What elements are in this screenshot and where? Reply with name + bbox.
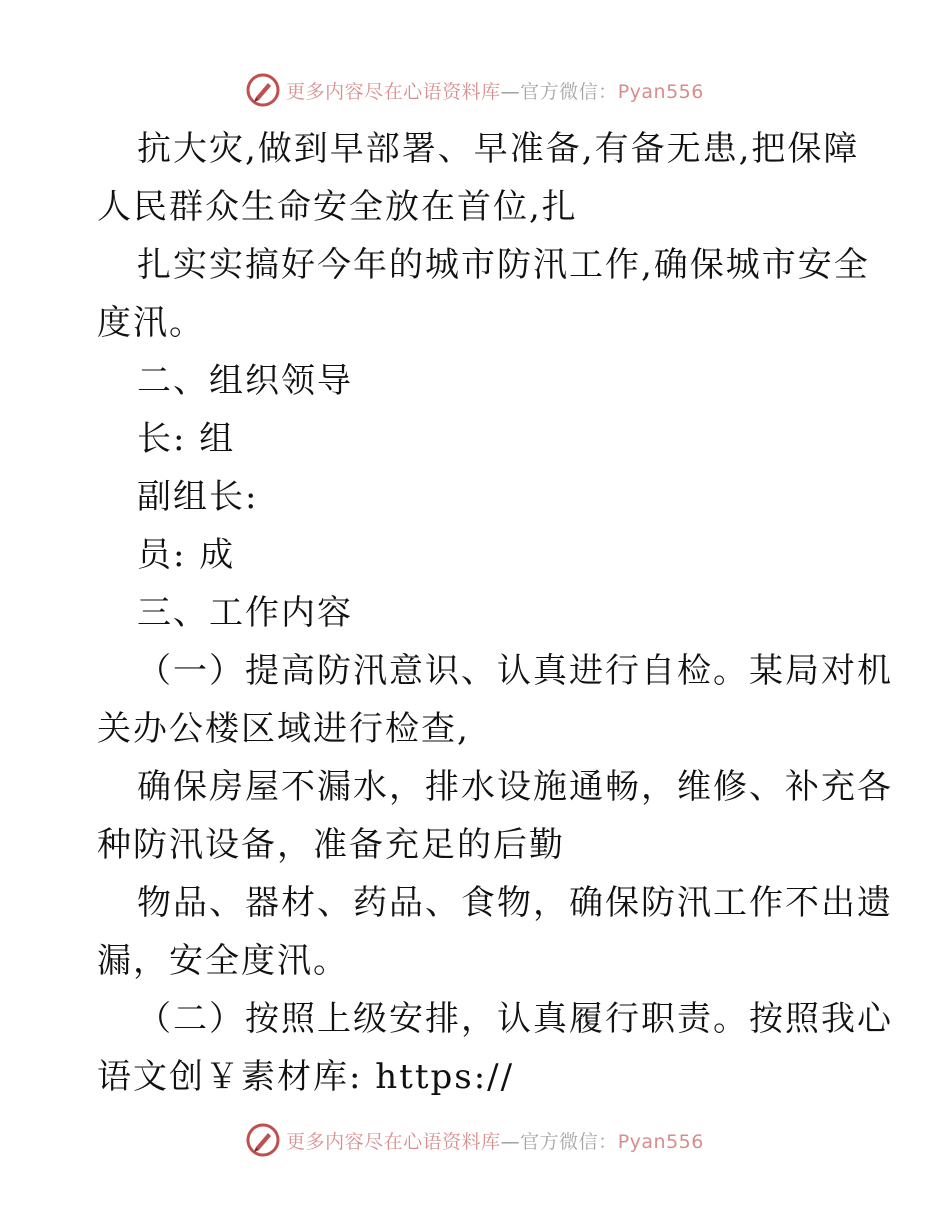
text-line-15: 漏，安全度汛。 <box>97 941 349 981</box>
role-leader: 长: 组 <box>137 419 236 459</box>
section-heading-organization: 二、组织领导 <box>137 361 353 401</box>
text-line-11: 关办公楼区域进行检查, <box>97 709 470 749</box>
section-heading-work-content: 三、工作内容 <box>137 593 353 633</box>
text-line-14: 物品、器材、药品、食物，确保防汛工作不出遗 <box>137 883 893 923</box>
text-line-1: 抗大灾,做到早部署、早准备,有备无患,把保障 <box>137 129 860 169</box>
text-line-10: （一）提高防汛意识、认真进行自检。某局对机 <box>137 651 893 691</box>
document-body <box>97 120 893 1106</box>
footer-watermark <box>0 1120 950 1160</box>
header-watermark <box>0 70 950 110</box>
watermark-id: Pyan556 <box>617 80 704 103</box>
pen-logo-icon <box>246 73 280 107</box>
watermark-text <box>286 1127 704 1154</box>
text-line-16: （二）按照上级安排，认真履行职责。按照我心 <box>137 999 893 1039</box>
role-deputy-leader: 副组长: <box>137 477 259 517</box>
text-line-13: 种防汛设备，准备充足的后勤 <box>97 825 565 865</box>
watermark-label: 官方微信： <box>520 1130 618 1153</box>
watermark-text <box>286 77 704 104</box>
watermark-dash: — <box>500 80 521 103</box>
watermark-main: 更多内容尽在心语资料库 <box>286 1130 501 1153</box>
pen-logo-icon <box>246 1123 280 1157</box>
watermark-main: 更多内容尽在心语资料库 <box>286 80 501 103</box>
role-members: 员: 成 <box>137 535 236 575</box>
text-line-2: 人民群众生命安全放在首位,扎 <box>97 187 578 227</box>
watermark-label: 官方微信： <box>520 80 618 103</box>
text-line-12: 确保房屋不漏水，排水设施通畅，维修、补充各 <box>137 767 893 807</box>
text-line-3: 扎实实搞好今年的城市防汛工作,确保城市安全 <box>137 245 870 285</box>
watermark-dash: — <box>500 1130 521 1153</box>
text-line-4: 度汛。 <box>97 303 205 343</box>
text-line-17: 语文创￥素材库: https:// <box>97 1057 515 1097</box>
watermark-id: Pyan556 <box>617 1130 704 1153</box>
